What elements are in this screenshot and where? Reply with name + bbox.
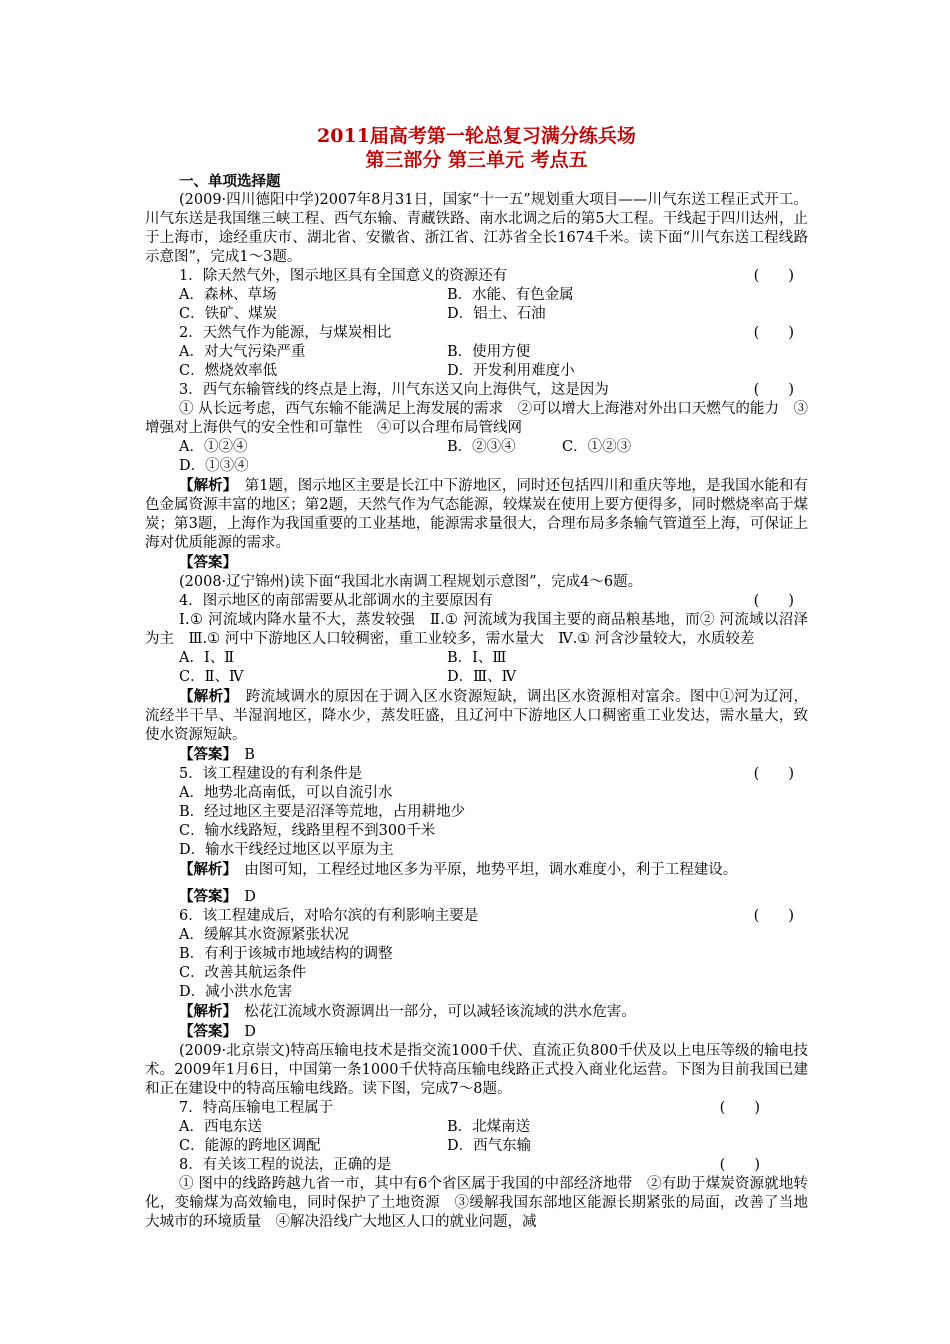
answer-6: 【答案】 D xyxy=(179,1023,256,1040)
question-2-options-row2: C．燃烧效率低 D．开发利用难度小 xyxy=(179,363,575,379)
question-1-stem: 1．除天然气外，图示地区具有全国意义的资源还有 ( ) xyxy=(179,268,794,284)
question-6-option-b: B．有利于该城市地域结构的调整 xyxy=(179,946,393,962)
question-4-stem: 4．图示地区的南部需要从北部调水的主要原因有 ( ) xyxy=(179,593,794,609)
question-1-options-row1: A．森林、草场 B．水能、有色金属 xyxy=(179,287,574,303)
explanation-6: 【解析】 松花江流域水资源调出一部分，可以减轻该流域的洪水危害。 xyxy=(179,1003,636,1020)
question-6-stem: 6．该工程建成后，对哈尔滨的有利影响主要是 ( ) xyxy=(179,908,794,924)
question-4-options-row2: C．Ⅱ、Ⅳ D．Ⅲ、Ⅳ xyxy=(179,669,517,685)
question-7-options-row1: A．西电东送 B．北煤南送 xyxy=(179,1119,531,1135)
question-5-option-a: A．地势北高南低，可以自流引水 xyxy=(179,785,393,801)
question-6-option-d: D．减小洪水危害 xyxy=(179,984,293,1000)
question-7-stem: 7．特高压输电工程属于 ( ) xyxy=(179,1100,760,1116)
explanation-5: 【解析】 由图可知，工程经过地区多为平原，地势平坦，调水难度小，利于工程建设。 xyxy=(179,861,738,878)
question-7-options-row2: C．能源的跨地区调配 D．西气东输 xyxy=(179,1138,532,1154)
question-5-stem: 5．该工程建设的有利条件是 ( ) xyxy=(179,766,794,782)
question-8-stem: 8．有关该工程的说法，正确的是 ( ) xyxy=(179,1157,760,1173)
question-4-statements: Ⅰ.① 河流域内降水量不大，蒸发较强 Ⅱ.① 河流域为我国主要的商品粮基地，而② 河流域以沼泽为主 Ⅲ.① 河中下游地区人口较稠密，重工业较多，需水量大 Ⅳ.① 河含沙量较大，水质较差 xyxy=(145,612,808,647)
question-4-options-row1: A．Ⅰ、Ⅱ B．Ⅰ、Ⅲ xyxy=(179,650,507,666)
answer-bracket: ( ) xyxy=(719,1157,760,1173)
section-heading: 一、单项选择题 xyxy=(179,173,281,190)
question-6-option-a: A．缓解其水资源紧张状况 xyxy=(179,927,349,943)
question-3-options-row2: D．①③④ xyxy=(179,458,249,474)
question-1-options-row2: C．铁矿、煤炭 D．铝土、石油 xyxy=(179,306,546,322)
document-page xyxy=(145,0,808,1232)
answer-bracket: ( ) xyxy=(719,1100,760,1116)
intro-paragraph-2: (2008·辽宁锦州)读下面“我国北水南调工程规划示意图”，完成4～6题。 xyxy=(179,574,643,590)
answer-bracket: ( ) xyxy=(753,766,794,782)
answer-1-3: 【答案】 xyxy=(179,554,237,571)
answer-bracket: ( ) xyxy=(753,382,794,398)
answer-4: 【答案】 B xyxy=(179,746,255,763)
question-5-option-c: C．输水线路短，线路里程不到300千米 xyxy=(179,823,436,839)
question-8-statements: ① 图中的线路跨越九省一市，其中有6个省区属于我国的中部经济地带 ②有助于煤炭资源就地转化，变输煤为高效输电，同时保护了土地资源 ③缓解我国东部地区能源长期紧张的局面，改善了当地大城市的环境质量 ④解决沿线广大地区人口的就业问题，减 xyxy=(145,1176,808,1230)
question-3-options-row1: A．①②④ B．②③④ C．①②③ xyxy=(179,439,632,455)
question-5-option-d: D．输水干线经过地区以平原为主 xyxy=(179,842,394,858)
doc-subtitle: 第三部分 第三单元 考点五 xyxy=(365,149,588,171)
intro-paragraph-3: (2009·北京崇文)特高压输电技术是指交流1000千伏、直流正负800千伏及以上电压等级的输电技术。2009年1月6日，中国第一条1000千伏特高压输电线路正式投入商业化运营。下图为目前我国已建和正在建设中的特高压输电线路。读下图，完成7～8题。 xyxy=(145,1043,808,1097)
explanation-4: 【解析】 跨流域调水的原因在于调入区水资源短缺，调出区水资源相对富余。图中①河为辽河，流经半干旱、半湿润地区，降水少，蒸发旺盛，且辽河中下游地区人口稠密重工业发达，需水量大，致使水资源短缺。 xyxy=(145,688,809,743)
question-2-options-row1: A．对大气污染严重 B．使用方便 xyxy=(179,344,531,360)
answer-bracket: ( ) xyxy=(753,593,794,609)
question-3-statements: ① 从长远考虑，西气东输不能满足上海发展的需求 ②可以增大上海港对外出口天燃气的能力 ③增强对上海供气的安全性和可靠性 ④可以合理布局管线网 xyxy=(145,401,808,436)
intro-paragraph-1: (2009·四川德阳中学)2007年8月31日，国家“十一五”规划重大项目——川气东送工程正式开工。川气东送是我国继三峡工程、西气东输、青藏铁路、南水北调之后的第5大工程。干线起于四川达州，止于上海市，途经重庆市、湖北省、安徽省、浙江省、江苏省全长1674千米。读下面“川气东送工程线路示意图”，完成1～3题。 xyxy=(145,192,808,265)
question-5-option-b: B．经过地区主要是沼泽等荒地，占用耕地少 xyxy=(179,804,466,820)
explanation-1-3: 【解析】 第1题，图示地区主要是长江中下游地区，同时还包括四川和重庆等地，是我国水能和有色金属资源丰富的地区；第2题，天然气作为气态能源，较煤炭在使用上要方便得多，同时燃烧率高于煤炭；第3题，上海作为我国重要的工业基地，能源需求量很大，合理布局多条输气管道至上海，可保证上海对优质能源的需求。 xyxy=(145,477,809,551)
answer-5: 【答案】 D xyxy=(179,888,256,905)
question-2-stem: 2．天然气作为能源，与煤炭相比 ( ) xyxy=(179,325,794,341)
answer-bracket: ( ) xyxy=(753,325,794,341)
answer-bracket: ( ) xyxy=(753,268,794,284)
question-3-stem: 3．西气东输管线的终点是上海，川气东送又向上海供气，这是因为 ( ) xyxy=(179,382,794,398)
doc-title: 2011届高考第一轮总复习满分练兵场 xyxy=(317,125,636,147)
question-6-option-c: C．改善其航运条件 xyxy=(179,965,307,981)
answer-bracket: ( ) xyxy=(753,908,794,924)
